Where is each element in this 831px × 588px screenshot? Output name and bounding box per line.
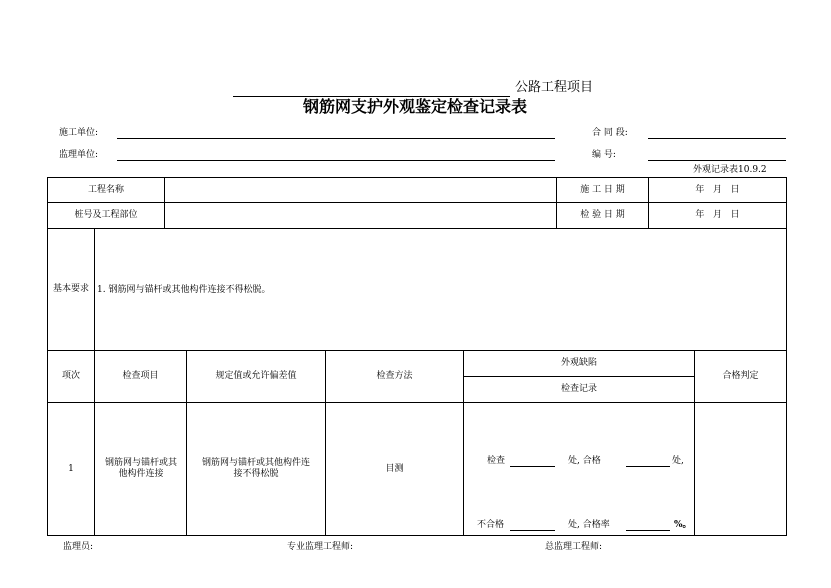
contract-section-label: 合 同 段: bbox=[592, 128, 628, 138]
record-unit-label: 处, bbox=[672, 456, 684, 466]
number-label: 编 号: bbox=[592, 150, 616, 160]
row-judgement[interactable] bbox=[695, 403, 786, 535]
record-percent-label: %。 bbox=[674, 520, 692, 530]
project-name-value[interactable] bbox=[165, 178, 556, 202]
project-suffix: 公路工程项目 bbox=[515, 80, 594, 95]
record-fail-count-field[interactable] bbox=[510, 530, 555, 531]
col-spec: 规定值或允许偏差值 bbox=[215, 371, 297, 381]
record-pass-count-field[interactable] bbox=[626, 466, 670, 467]
record-fail-label: 不合格 bbox=[477, 520, 505, 530]
col-defects: 外观缺陷 bbox=[560, 358, 597, 368]
station-value[interactable] bbox=[165, 203, 556, 228]
col-judgement: 合格判定 bbox=[722, 371, 759, 381]
row-method: 目测 bbox=[385, 463, 404, 474]
table-border-bottom bbox=[47, 535, 786, 536]
row-check-item: 钢筋网与锚杆或其他构件连接 bbox=[105, 458, 178, 479]
supervision-unit-field[interactable] bbox=[117, 160, 555, 161]
construction-date-label: 施 工 日 期 bbox=[580, 184, 625, 195]
col-record: 检查记录 bbox=[560, 384, 597, 394]
construction-date-value[interactable]: 年 月 日 bbox=[695, 184, 740, 195]
basic-req-text: 1. 钢筋网与锚杆或其他构件连接不得松脱。 bbox=[97, 285, 271, 295]
page-title: 钢筋网支护外观鉴定检查记录表 bbox=[303, 97, 528, 116]
record-check-count-field[interactable] bbox=[510, 466, 555, 467]
table-border-right bbox=[786, 177, 787, 536]
construction-unit-label: 施工单位: bbox=[59, 128, 99, 138]
record-pass-label: 处, 合格 bbox=[568, 456, 601, 466]
basic-req-label: 基本要求 bbox=[52, 284, 89, 294]
specialist-label: 专业监理工程师: bbox=[287, 542, 354, 552]
record-rate-field[interactable] bbox=[626, 530, 670, 531]
supervisor-label: 监理员: bbox=[63, 542, 94, 552]
number-field[interactable] bbox=[648, 160, 786, 161]
construction-unit-field[interactable] bbox=[117, 138, 555, 139]
project-name-label: 工程名称 bbox=[87, 184, 124, 195]
row-spec: 钢筋网与锚杆或其他构件连接不得松脱 bbox=[201, 458, 310, 479]
chief-label: 总监理工程师: bbox=[545, 542, 603, 552]
record-code: 外观记录表10.9.2 bbox=[693, 165, 767, 175]
col-item-no: 项次 bbox=[61, 371, 80, 381]
station-label: 桩号及工程部位 bbox=[74, 210, 138, 220]
contract-section-field[interactable] bbox=[648, 138, 786, 139]
inspection-date-value[interactable]: 年 月 日 bbox=[695, 210, 740, 220]
record-rate-label: 处, 合格率 bbox=[568, 520, 610, 530]
inspection-date-label: 检 验 日 期 bbox=[580, 210, 625, 220]
row-no: 1 bbox=[68, 463, 74, 474]
table-line bbox=[47, 228, 786, 229]
record-check-label: 检查 bbox=[487, 456, 506, 466]
col-check-item: 检查项目 bbox=[122, 371, 159, 381]
supervision-unit-label: 监理单位: bbox=[59, 150, 99, 160]
col-method: 检查方法 bbox=[376, 371, 413, 381]
